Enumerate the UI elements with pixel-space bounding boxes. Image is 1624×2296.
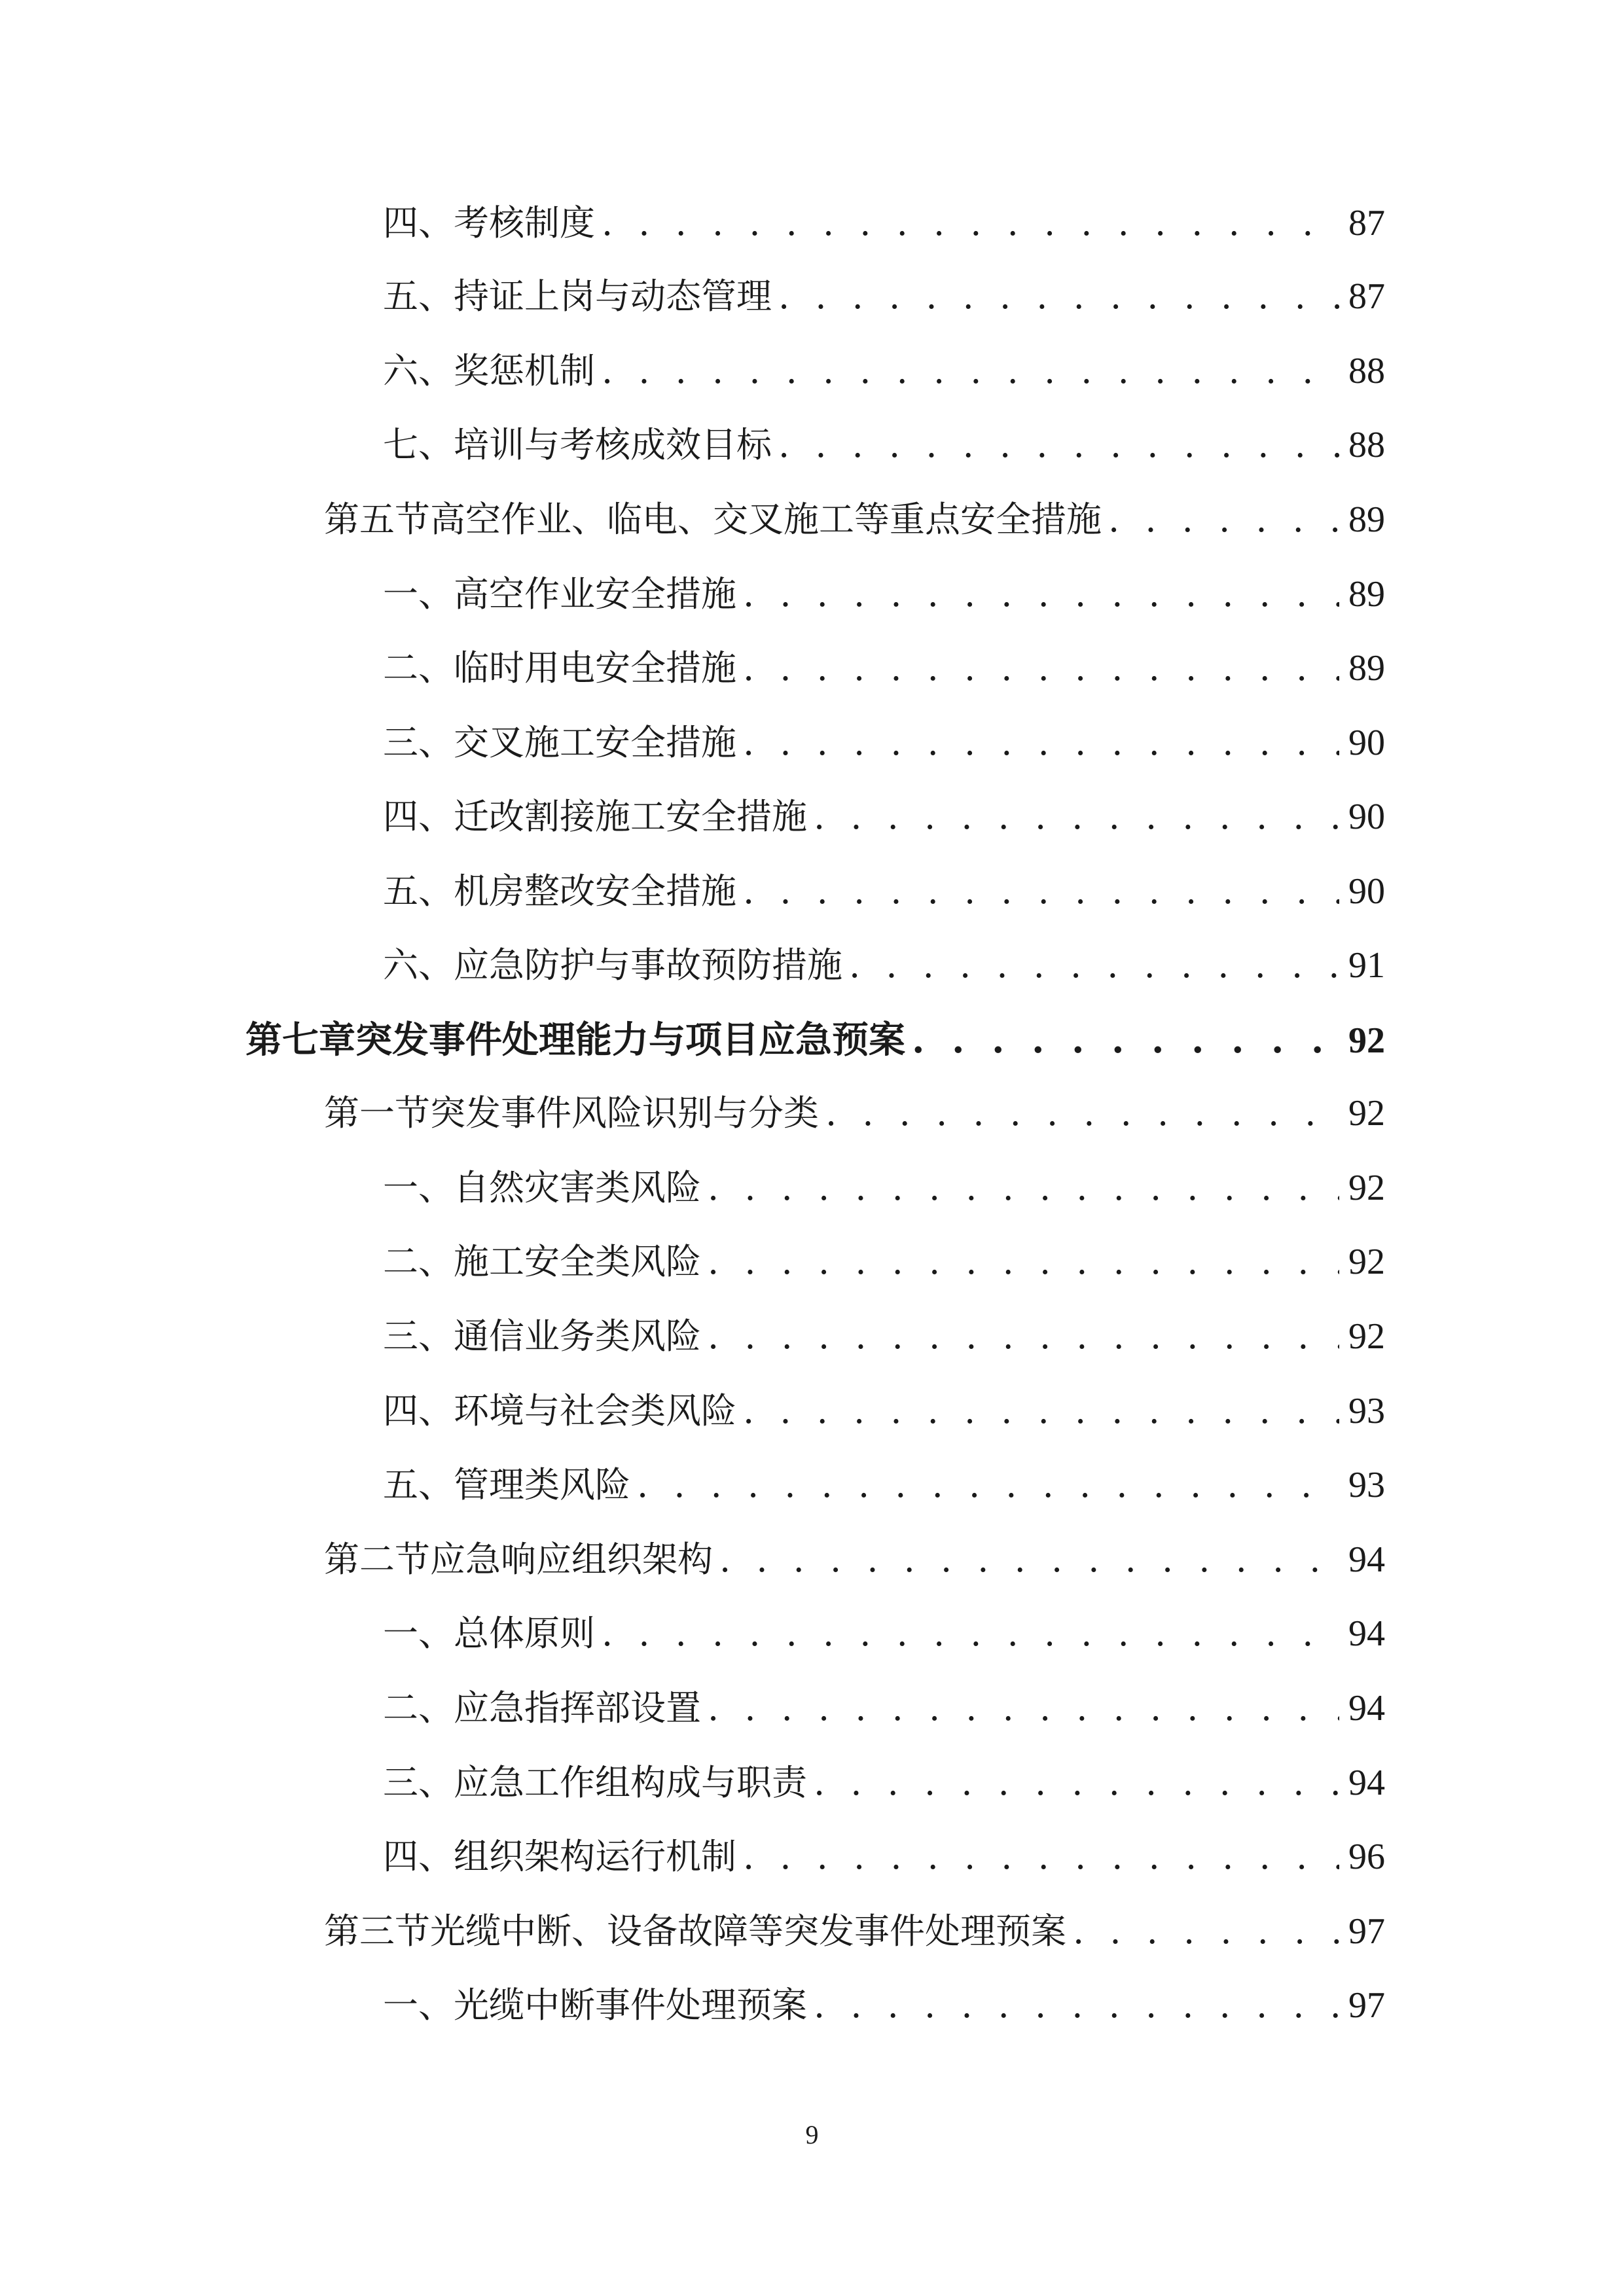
toc-leader-dots bbox=[708, 1682, 1339, 1734]
toc-entry-title: 持证上岗与动态管理 bbox=[454, 276, 772, 317]
toc-entry-title: 应急响应组织架构 bbox=[430, 1539, 713, 1580]
toc-entry-title: 培训与考核成效目标 bbox=[454, 424, 772, 465]
toc-leader-dots bbox=[912, 1014, 1339, 1066]
toc-entry-title: 总体原则 bbox=[454, 1613, 595, 1654]
toc-leader-dots bbox=[743, 717, 1339, 769]
toc-entry-title: 突发事件风险识别与分类 bbox=[430, 1092, 819, 1134]
toc-entry[interactable] bbox=[383, 865, 1385, 918]
toc-entry[interactable] bbox=[383, 1162, 1385, 1214]
toc-entry-page: 90 bbox=[1348, 723, 1385, 763]
toc-entry-number: 二、 bbox=[383, 1241, 454, 1282]
toc-leader-dots bbox=[814, 791, 1339, 843]
toc-leader-dots bbox=[849, 939, 1339, 992]
toc-leader-dots bbox=[778, 419, 1339, 471]
toc-entry[interactable] bbox=[383, 345, 1385, 397]
toc-leader-dots bbox=[743, 1385, 1339, 1437]
toc-entry-number: 一、 bbox=[383, 1613, 454, 1654]
toc-entry-number: 三、 bbox=[383, 1762, 454, 1803]
toc-entry[interactable] bbox=[383, 419, 1385, 471]
toc-entry-page: 96 bbox=[1348, 1837, 1385, 1877]
toc-entry-page: 88 bbox=[1348, 425, 1385, 465]
toc-entry-page: 92 bbox=[1348, 1168, 1385, 1208]
toc-entry-number: 一、 bbox=[383, 573, 454, 615]
toc-leader-dots bbox=[602, 197, 1339, 249]
toc-entry-page: 93 bbox=[1348, 1391, 1385, 1431]
toc-entry-title: 管理类风险 bbox=[454, 1464, 630, 1505]
toc-entry-number: 第一节 bbox=[324, 1092, 430, 1134]
toc-entry-title: 通信业务类风险 bbox=[454, 1316, 701, 1357]
toc-entry-number: 六、 bbox=[383, 350, 454, 391]
toc-entry[interactable] bbox=[383, 1831, 1385, 1883]
toc-leader-dots bbox=[708, 1236, 1339, 1288]
toc-entry[interactable] bbox=[383, 568, 1385, 620]
toc-leader-dots bbox=[1073, 1905, 1339, 1958]
toc-entry-title: 组织架构运行机制 bbox=[454, 1836, 736, 1877]
toc-entry[interactable] bbox=[383, 1385, 1385, 1437]
toc-entry-number: 第三节 bbox=[324, 1910, 430, 1952]
toc-leader-dots bbox=[743, 568, 1339, 620]
toc-entry-title: 迁改割接施工安全措施 bbox=[454, 796, 807, 837]
toc-entry-number: 五、 bbox=[383, 276, 454, 317]
toc-leader-dots bbox=[708, 1162, 1339, 1214]
toc-leader-dots bbox=[708, 1310, 1339, 1363]
toc-entry-page: 94 bbox=[1348, 1688, 1385, 1729]
page-number: 9 bbox=[805, 2120, 819, 2149]
toc-entry-title: 光缆中断、设备故障等突发事件处理预案 bbox=[430, 1910, 1066, 1952]
toc-entry-title: 光缆中断事件处理预案 bbox=[454, 1984, 807, 2026]
toc-entry-page: 92 bbox=[1348, 1020, 1385, 1061]
toc-entry-page: 90 bbox=[1348, 797, 1385, 837]
toc-entry-page: 92 bbox=[1348, 1242, 1385, 1282]
toc-entry-number: 一、 bbox=[383, 1984, 454, 2026]
toc-entry-number: 四、 bbox=[383, 202, 454, 243]
toc-entry[interactable] bbox=[383, 717, 1385, 769]
toc-entry-page: 97 bbox=[1348, 1911, 1385, 1952]
toc-entry[interactable] bbox=[383, 197, 1385, 249]
toc-entry[interactable] bbox=[383, 1682, 1385, 1734]
toc-leader-dots bbox=[743, 865, 1339, 918]
toc-entry[interactable] bbox=[383, 1236, 1385, 1288]
toc-entry-title: 自然灾害类风险 bbox=[454, 1167, 701, 1208]
toc-entry-number: 第五节 bbox=[324, 499, 430, 540]
toc-entry-title: 考核制度 bbox=[454, 202, 595, 243]
toc-leader-dots bbox=[778, 270, 1339, 323]
toc-entry-title: 突发事件处理能力与项目应急预案 bbox=[355, 1018, 905, 1062]
toc-entry[interactable] bbox=[324, 1534, 1385, 1586]
toc-entry[interactable] bbox=[383, 1607, 1385, 1660]
toc-entry-title: 施工安全类风险 bbox=[454, 1241, 701, 1282]
toc-entry-page: 87 bbox=[1348, 203, 1385, 243]
toc-entry-page: 87 bbox=[1348, 276, 1385, 317]
toc-entry-number: 七、 bbox=[383, 424, 454, 465]
toc-entry-number: 三、 bbox=[383, 1316, 454, 1357]
toc-entry[interactable] bbox=[324, 1905, 1385, 1958]
toc-leader-dots bbox=[719, 1534, 1339, 1586]
toc-entry[interactable] bbox=[383, 1459, 1385, 1511]
toc-entry-number: 五、 bbox=[383, 870, 454, 912]
toc-entry[interactable] bbox=[383, 1979, 1385, 2032]
toc-leader-dots bbox=[1108, 493, 1339, 546]
toc-entry-title: 应急防护与事故预防措施 bbox=[454, 944, 842, 986]
toc-entry-title: 临时用电安全措施 bbox=[454, 647, 736, 689]
toc-entry-number: 四、 bbox=[383, 1836, 454, 1877]
toc-entry-page: 89 bbox=[1348, 499, 1385, 540]
toc-entry-number: 第七章 bbox=[245, 1018, 355, 1062]
toc-entry[interactable] bbox=[383, 1310, 1385, 1363]
toc-entry-title: 环境与社会类风险 bbox=[454, 1390, 736, 1431]
toc-entry-page: 89 bbox=[1348, 574, 1385, 615]
toc-entry-page: 92 bbox=[1348, 1093, 1385, 1134]
toc-entry-number: 四、 bbox=[383, 796, 454, 837]
toc-entry-title: 高空作业安全措施 bbox=[454, 573, 736, 615]
toc-entry-page: 89 bbox=[1348, 648, 1385, 689]
toc-leader-dots bbox=[602, 345, 1339, 397]
toc-entry-page: 90 bbox=[1348, 871, 1385, 912]
toc-entry-page: 88 bbox=[1348, 351, 1385, 391]
toc-leader-dots bbox=[743, 642, 1339, 694]
toc-entry-number: 四、 bbox=[383, 1390, 454, 1431]
toc-leader-dots bbox=[743, 1831, 1339, 1883]
toc-entry-title: 交叉施工安全措施 bbox=[454, 722, 736, 763]
toc-entry[interactable] bbox=[383, 1757, 1385, 1809]
toc-entry-number: 三、 bbox=[383, 722, 454, 763]
toc-chapter-entry[interactable] bbox=[245, 1014, 1385, 1066]
toc-entry-page: 97 bbox=[1348, 1985, 1385, 2026]
toc-leader-dots bbox=[602, 1607, 1339, 1660]
toc-entry-number: 五、 bbox=[383, 1464, 454, 1505]
toc-entry-number: 一、 bbox=[383, 1167, 454, 1208]
toc-entry-number: 第二节 bbox=[324, 1539, 430, 1580]
toc-entry-page: 94 bbox=[1348, 1539, 1385, 1580]
toc-leader-dots bbox=[814, 1979, 1339, 2032]
toc-entry-title: 应急指挥部设置 bbox=[454, 1687, 701, 1729]
toc-entry-number: 二、 bbox=[383, 647, 454, 689]
toc-entry-page: 94 bbox=[1348, 1613, 1385, 1654]
toc-entry-page: 91 bbox=[1348, 945, 1385, 986]
toc-entry[interactable] bbox=[383, 642, 1385, 694]
toc-entry[interactable] bbox=[324, 493, 1385, 546]
toc-entry[interactable] bbox=[383, 791, 1385, 843]
toc-leader-dots bbox=[825, 1087, 1339, 1139]
toc-entry-page: 93 bbox=[1348, 1465, 1385, 1505]
toc-entry-page: 92 bbox=[1348, 1316, 1385, 1357]
toc-entry[interactable] bbox=[383, 939, 1385, 992]
toc-entry-title: 高空作业、临电、交叉施工等重点安全措施 bbox=[430, 499, 1102, 540]
toc-entry-page: 94 bbox=[1348, 1763, 1385, 1803]
toc-entry-title: 机房整改安全措施 bbox=[454, 870, 736, 912]
toc-entry-title: 应急工作组构成与职责 bbox=[454, 1762, 807, 1803]
toc-entry[interactable] bbox=[324, 1087, 1385, 1139]
toc-entry[interactable] bbox=[383, 270, 1385, 323]
toc-entry-number: 二、 bbox=[383, 1687, 454, 1729]
toc-leader-dots bbox=[637, 1459, 1339, 1511]
toc-entry-title: 奖惩机制 bbox=[454, 350, 595, 391]
toc-leader-dots bbox=[814, 1757, 1339, 1809]
toc-entry-number: 六、 bbox=[383, 944, 454, 986]
